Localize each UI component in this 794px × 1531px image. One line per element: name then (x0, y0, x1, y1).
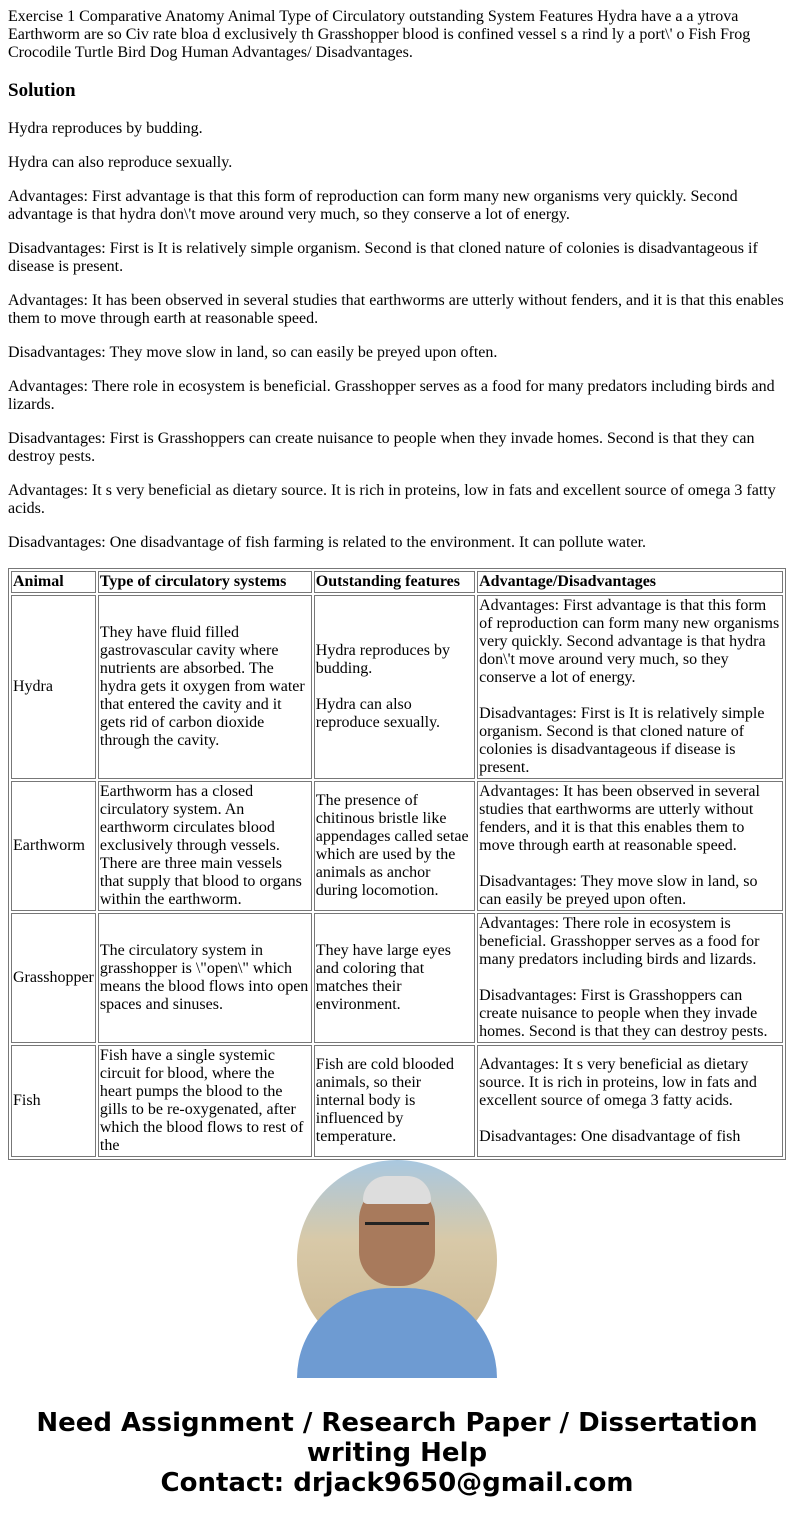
table-row (11, 595, 783, 779)
table-row (11, 913, 783, 1043)
solution-paragraph: Advantages: It has been observed in several studies that earthworms are utterly without fenders, and it is that this enables them to move through earth at reasonable speed. (8, 292, 784, 327)
cell-adv (477, 913, 783, 1043)
column-header: Advantage/Disadvantages (477, 571, 783, 593)
cell-animal: Hydra (11, 595, 96, 779)
question-text: Exercise 1 Comparative Anatomy Animal Type of Circulatory outstanding System Features Hydra have a a ytrova Earthworm are so Civ rate bloa d exclusively th Grasshopper blood is confined vessel s a rind ly a port\' o Fish Frog Crocodile Turtle Bird Dog Human Advantages/ Disadvantages. (8, 8, 751, 61)
solution-paragraph: Disadvantages: First is Grasshoppers can create nuisance to people when they invade homes. Second is that they can destroy pests. (8, 430, 755, 465)
solution-paragraph: Disadvantages: One disadvantage of fish farming is related to the environment. It can pollute water. (8, 534, 647, 551)
cell-paragraph: Hydra reproduces by budding. (315, 642, 450, 677)
cell-paragraph: They have large eyes and coloring that matches their environment. (315, 942, 451, 1013)
cell-adv (477, 1045, 783, 1157)
solution-paragraphs (8, 120, 786, 552)
cell-paragraph: Disadvantages: First is Grasshoppers can create nuisance to people when they invade homes. Second is that they can destroy pests. (479, 987, 768, 1040)
cell-paragraph: Advantages: First advantage is that this form of reproduction can form many new organisms very quickly. Second advantage is that hydra don\'t move around very much, so they conserve a lot of energy. (479, 597, 780, 686)
cell-paragraph: Fish are cold blooded animals, so their internal body is influenced by temperature. (315, 1056, 454, 1145)
column-header: Animal (11, 571, 96, 593)
cell-animal: Fish (11, 1045, 96, 1157)
cell-paragraph: Advantages: It s very beneficial as dietary source. It is rich in proteins, low in fats and excellent source of omega 3 fatty acids. (479, 1056, 757, 1109)
promo-section (0, 1160, 794, 1498)
column-header: Outstanding features (314, 571, 475, 593)
cell-features (314, 1045, 475, 1157)
promo-contact: Contact: drjack9650@gmail.com (160, 1468, 634, 1498)
solution-paragraph: Hydra reproduces by budding. (8, 120, 203, 137)
cell-adv (477, 781, 783, 911)
solution-paragraph: Advantages: There role in ecosystem is beneficial. Grasshopper serves as a food for many predators including birds and lizards. (8, 378, 775, 413)
solution-paragraph: Hydra can also reproduce sexually. (8, 154, 233, 171)
author-avatar (297, 1160, 497, 1360)
promo-headline: Need Assignment / Research Paper / Dissertation writing Help (36, 1408, 758, 1468)
solution-heading: Solution (8, 80, 76, 101)
cell-features (314, 595, 475, 779)
table-header-row (11, 571, 783, 593)
table-row (11, 1045, 783, 1157)
cell-animal: Earthworm (11, 781, 96, 911)
cell-paragraph: Disadvantages: They move slow in land, so can easily be preyed upon often. (479, 873, 758, 908)
cell-paragraph: Hydra can also reproduce sexually. (315, 696, 441, 731)
solution-paragraph: Advantages: First advantage is that this form of reproduction can form many new organisms very quickly. Second advantage is that hydra don\'t move around very much, so they conserve a lot of energy. (8, 188, 738, 223)
cell-paragraph: Advantages: There role in ecosystem is beneficial. Grasshopper serves as a food for many predators including birds and lizards. (479, 915, 760, 968)
answer-content (0, 8, 794, 1154)
comparison-table (8, 568, 786, 1160)
column-header: Type of circulatory systems (98, 571, 312, 593)
solution-paragraph: Advantages: It s very beneficial as dietary source. It is rich in proteins, low in fats and excellent source of omega 3 fatty acids. (8, 482, 776, 517)
cell-adv (477, 595, 783, 779)
cell-paragraph: Disadvantages: First is It is relatively simple organism. Second is that cloned nature of colonies is disadvantageous if disease is present. (479, 705, 765, 776)
cell-features (314, 913, 475, 1043)
cell-type: Earthworm has a closed circulatory system. An earthworm circulates blood exclusively through vessels. There are three main vessels that supply that blood to organs within the earthworm. (98, 781, 312, 911)
solution-paragraph: Disadvantages: They move slow in land, so can easily be preyed upon often. (8, 344, 498, 361)
cell-paragraph: Advantages: It has been observed in several studies that earthworms are utterly without fenders, and it is that this enables them to move through earth at reasonable speed. (479, 783, 760, 854)
cell-paragraph: Disadvantages: One disadvantage of fish (479, 1128, 741, 1145)
cell-animal: Grasshopper (11, 913, 96, 1043)
cell-type: The circulatory system in grasshopper is \"open\" which means the blood flows into open spaces and sinuses. (98, 913, 312, 1043)
cell-paragraph: The presence of chitinous bristle like appendages called setae which are used by the animals as anchor during locomotion. (315, 792, 469, 899)
cell-type: Fish have a single systemic circuit for blood, where the heart pumps the blood to the gills to be re-oxygenated, after which the blood flows to rest of the (98, 1045, 312, 1157)
cell-type: They have fluid filled gastrovascular cavity where nutrients are absorbed. The hydra gets it oxygen from water that entered the cavity and it gets rid of carbon dioxide through the cavity. (98, 595, 312, 779)
cell-features (314, 781, 475, 911)
solution-paragraph: Disadvantages: First is It is relatively simple organism. Second is that cloned nature of colonies is disadvantageous if disease is present. (8, 240, 758, 275)
table-row (11, 781, 783, 911)
